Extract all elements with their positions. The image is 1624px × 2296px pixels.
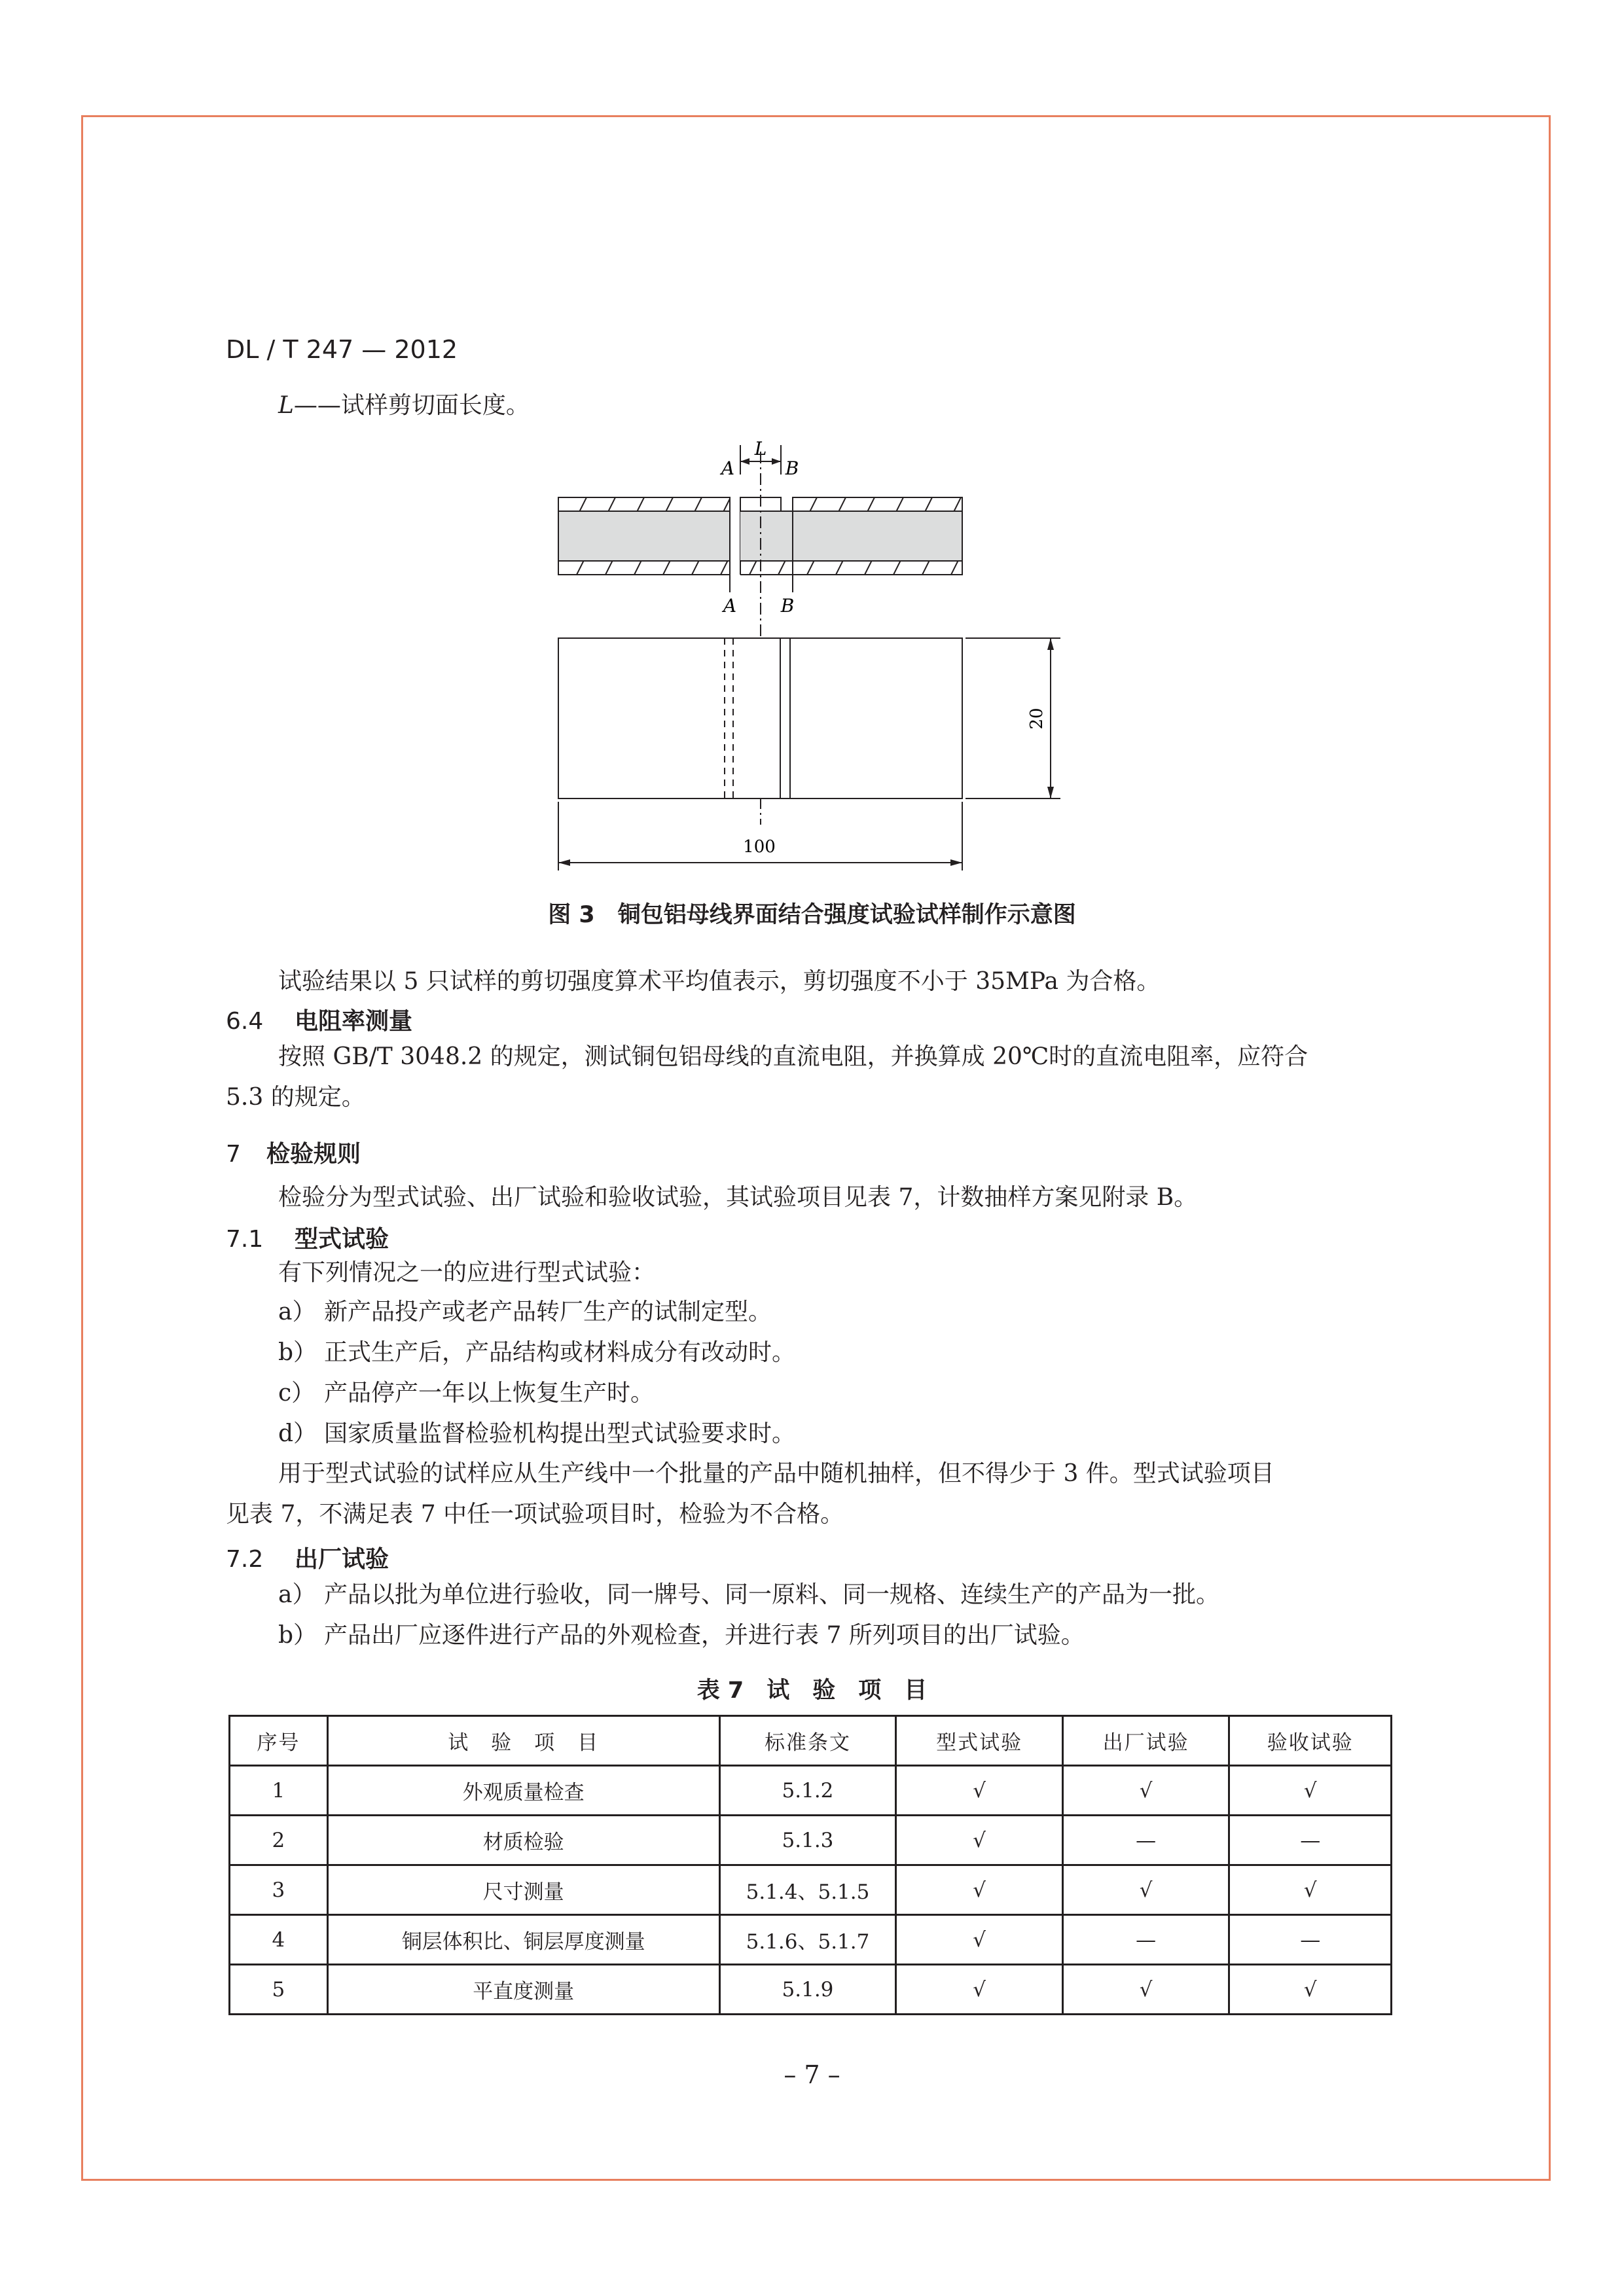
- table-cell: √: [1229, 1766, 1392, 1816]
- list-text: 新产品投产或老产品转厂生产的试制定型。: [324, 1299, 772, 1325]
- table-cell: 外观质量检查: [327, 1766, 719, 1816]
- section-title: 检验规则: [266, 1141, 361, 1168]
- section-7-heading: [226, 1136, 361, 1169]
- section-number: 7.1: [226, 1226, 264, 1253]
- table-cell: √: [896, 1965, 1063, 2015]
- page-number: – 7 –: [784, 2060, 840, 2089]
- arrowhead: [772, 458, 781, 465]
- table-cell: 5: [230, 1965, 328, 2015]
- copper-layer-bottom-mid: [740, 561, 793, 575]
- table-cell: —: [1062, 1816, 1229, 1865]
- list-marker: a）: [278, 1299, 316, 1325]
- label-B-bottom: B: [780, 595, 795, 617]
- para-7-1-sample-line2: 见表 7，不满足表 7 中任一项试验项目时，检验为不合格。: [226, 1501, 844, 1528]
- list-text: 产品以批为单位进行验收，同一牌号、同一原料、同一规格、连续生产的产品为一批。: [324, 1581, 1220, 1608]
- figure-caption: 图 3 铜包铝母线界面结合强度试验试样制作示意图: [548, 902, 1076, 928]
- plan-view-outline: [558, 638, 962, 798]
- list-marker: b）: [278, 1622, 317, 1649]
- test-items-table: [228, 1715, 1392, 2015]
- header-cell: 序号: [230, 1716, 328, 1766]
- label-A-top: A: [721, 457, 735, 479]
- arrowhead: [1047, 787, 1054, 798]
- list-item: [278, 1374, 654, 1413]
- list-item: [278, 1616, 1085, 1655]
- copper-layer-top-right: [793, 497, 962, 511]
- table-row: [230, 1816, 1392, 1865]
- table-cell: √: [1229, 1865, 1392, 1915]
- header-cell: 试 验 项 目: [327, 1716, 719, 1766]
- table-cell: √: [896, 1816, 1063, 1865]
- table-cell: √: [1229, 1965, 1392, 2015]
- table-cell: 3: [230, 1865, 328, 1915]
- section-7-2-heading: [226, 1541, 389, 1574]
- para-7-1-intro: 有下列情况之一的应进行型式试验：: [278, 1259, 656, 1286]
- section-7-1-heading: [226, 1221, 389, 1254]
- header-cell: 验收试验: [1229, 1716, 1392, 1766]
- table-cell: √: [896, 1766, 1063, 1816]
- table-title: 表 7 试 验 项 目: [696, 1677, 928, 1704]
- table-cell: 2: [230, 1816, 328, 1865]
- section-right-core: [793, 511, 962, 561]
- width-value: 100: [743, 837, 776, 857]
- label-A-bottom: A: [723, 595, 737, 617]
- para-result: 试验结果以 5 只试样的剪切强度算术平均值表示，剪切强度不小于 35MPa 为合格。: [278, 968, 1161, 995]
- table-cell: √: [1062, 1865, 1229, 1915]
- arrowhead: [1047, 638, 1054, 650]
- document-header: DL / T 247 — 2012: [226, 335, 458, 364]
- height-value: 20: [1027, 708, 1047, 730]
- header-cell: 标准条文: [719, 1716, 896, 1766]
- table-header-row: [230, 1716, 1392, 1766]
- section-title: 出厂试验: [295, 1546, 389, 1573]
- list-text: 产品停产一年以上恢复生产时。: [324, 1380, 655, 1407]
- section-number: 7.2: [226, 1546, 264, 1573]
- table-cell: 平直度测量: [327, 1965, 719, 2015]
- list-marker: c）: [278, 1380, 316, 1407]
- specimen-diagram: [537, 432, 1074, 877]
- section-number: 7: [226, 1141, 241, 1168]
- header-cell: 型式试验: [896, 1716, 1063, 1766]
- table-cell: √: [896, 1865, 1063, 1915]
- section-mid-core: [740, 511, 793, 561]
- list-text: 正式生产后，产品结构或材料成分有改动时。: [324, 1339, 796, 1366]
- para-6-4-line1: 按照 GB/T 3048.2 的规定，测试铜包铝母线的直流电阻，并换算成 20℃时的直流电阻率，应符合: [278, 1043, 1308, 1070]
- list-text: 产品出厂应逐件进行产品的外观检查，并进行表 7 所列项目的出厂试验。: [324, 1622, 1085, 1649]
- legend-text: ——试样剪切面长度。: [293, 392, 530, 419]
- table-cell: √: [1062, 1766, 1229, 1816]
- table-cell: 5.1.2: [719, 1766, 896, 1816]
- table-cell: 铜层体积比、铜层厚度测量: [327, 1915, 719, 1965]
- copper-layer-bottom-left: [558, 561, 730, 575]
- list-marker: d）: [278, 1420, 317, 1447]
- table-cell: √: [1062, 1965, 1229, 2015]
- header-cell: 出厂试验: [1062, 1716, 1229, 1766]
- table-cell: 4: [230, 1915, 328, 1965]
- section-title: 型式试验: [295, 1226, 389, 1253]
- list-marker: b）: [278, 1339, 317, 1366]
- legend-symbol: L: [278, 392, 294, 419]
- copper-layer-top-left: [558, 497, 730, 511]
- list-item: [278, 1333, 795, 1372]
- para-7: 检验分为型式试验、出厂试验和验收试验，其试验项目见表 7，计数抽样方案见附录 B。: [278, 1184, 1198, 1211]
- table-cell: 材质检验: [327, 1816, 719, 1865]
- table-row: [230, 1865, 1392, 1915]
- table-cell: —: [1229, 1816, 1392, 1865]
- list-item: [278, 1293, 772, 1332]
- section-number: 6.4: [226, 1008, 264, 1035]
- legend-line: [278, 386, 530, 425]
- table-cell: 5.1.4、5.1.5: [719, 1865, 896, 1915]
- label-B-top: B: [785, 457, 799, 479]
- table-cell: 5.1.6、5.1.7: [719, 1915, 896, 1965]
- arrowhead: [740, 458, 749, 465]
- section-title: 电阻率测量: [295, 1008, 413, 1035]
- label-L-top: L: [754, 438, 767, 459]
- list-marker: a）: [278, 1581, 316, 1608]
- para-7-1-sample-line1: 用于型式试验的试样应从生产线中一个批量的产品中随机抽样，但不得少于 3 件。型式试验项目: [278, 1460, 1274, 1487]
- list-text: 国家质量监督检验机构提出型式试验要求时。: [324, 1420, 796, 1447]
- table-cell: —: [1062, 1915, 1229, 1965]
- table-row: [230, 1915, 1392, 1965]
- copper-layer-bottom-right: [793, 561, 962, 575]
- table-row: [230, 1965, 1392, 2015]
- list-item: [278, 1575, 1219, 1615]
- para-6-4-line2: 5.3 的规定。: [226, 1084, 365, 1111]
- table-cell: 5.1.9: [719, 1965, 896, 2015]
- table-cell: 尺寸测量: [327, 1865, 719, 1915]
- section-left-core: [558, 511, 730, 561]
- table-row: [230, 1766, 1392, 1816]
- section-6-4-heading: [226, 1003, 412, 1036]
- table-cell: √: [896, 1915, 1063, 1965]
- list-item: [278, 1414, 795, 1454]
- arrowhead: [950, 859, 962, 866]
- table-cell: 5.1.3: [719, 1816, 896, 1865]
- table-cell: 1: [230, 1766, 328, 1816]
- table-cell: —: [1229, 1915, 1392, 1965]
- arrowhead: [558, 859, 570, 866]
